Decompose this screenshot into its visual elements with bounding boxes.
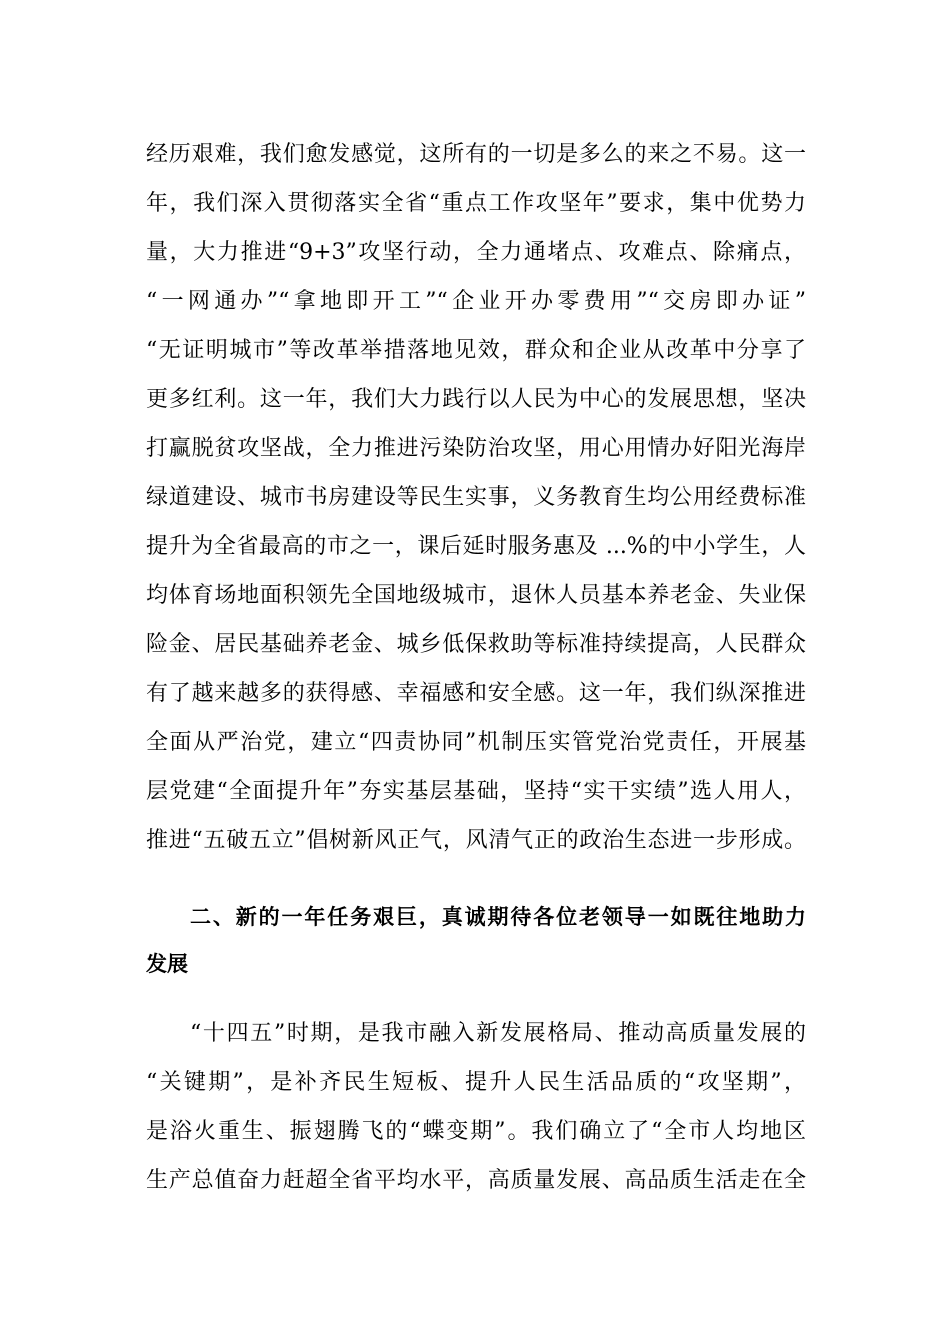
paragraph-line: 生产总值奋力赶超全省平均水平，高质量发展、高品质生活走在全: [146, 1168, 806, 1193]
paragraph-line: 均体育场地面积领先全国地级城市，退休人员基本养老金、失业保: [146, 583, 806, 608]
paragraph-line: 有了越来越多的获得感、幸福感和安全感。这一年，我们纵深推进: [146, 681, 806, 706]
paragraph-line: 是浴火重生、振翅腾飞的“蝶变期”。我们确立了“全市人均地区: [146, 1119, 806, 1144]
paragraph-line: 全面从严治党，建立“四责协同”机制压实管党治党责任，开展基: [146, 730, 806, 755]
paragraph-line: “一网通办”“拿地即开工”“企业开办零费用”“交房即办证”: [146, 289, 806, 314]
section-heading: 二、新的一年任务艰巨，真诚期待各位老领导一如既往地助力: [190, 905, 806, 929]
paragraph-line: 年，我们深入贯彻落实全省“重点工作攻坚年”要求，集中优势力: [146, 191, 806, 216]
paragraph-line: 打赢脱贫攻坚战，全力推进污染防治攻坚，用心用情办好阳光海岸: [146, 436, 806, 461]
paragraph-line: 层党建“全面提升年”夯实基层基础，坚持“实干实绩”选人用人，: [146, 779, 806, 804]
paragraph-line: 量，大力推进“9+3”攻坚行动，全力通堵点、攻难点、除痛点，: [146, 240, 806, 265]
paragraph-line: 经历艰难，我们愈发感觉，这所有的一切是多么的来之不易。这一: [146, 142, 806, 167]
paragraph-line: “十四五”时期，是我市融入新发展格局、推动高质量发展的: [190, 1021, 806, 1046]
section-heading-continuation: 发展: [146, 952, 188, 976]
paragraph-line: 提升为全省最高的市之一，课后延时服务惠及 ...%的中小学生，人: [146, 534, 806, 559]
paragraph-line: 推进“五破五立”倡树新风正气，风清气正的政治生态进一步形成。: [146, 828, 806, 853]
paragraph-line: 绿道建设、城市书房建设等民生实事，义务教育生均公用经费标准: [146, 485, 806, 510]
paragraph-line: 险金、居民基础养老金、城乡低保救助等标准持续提高，人民群众: [146, 632, 806, 657]
paragraph-line: “关键期”，是补齐民生短板、提升人民生活品质的“攻坚期”，: [146, 1070, 806, 1095]
paragraph-line: 更多红利。这一年，我们大力践行以人民为中心的发展思想，坚决: [146, 387, 806, 412]
paragraph-line: “无证明城市”等改革举措落地见效，群众和企业从改革中分享了: [146, 338, 806, 363]
